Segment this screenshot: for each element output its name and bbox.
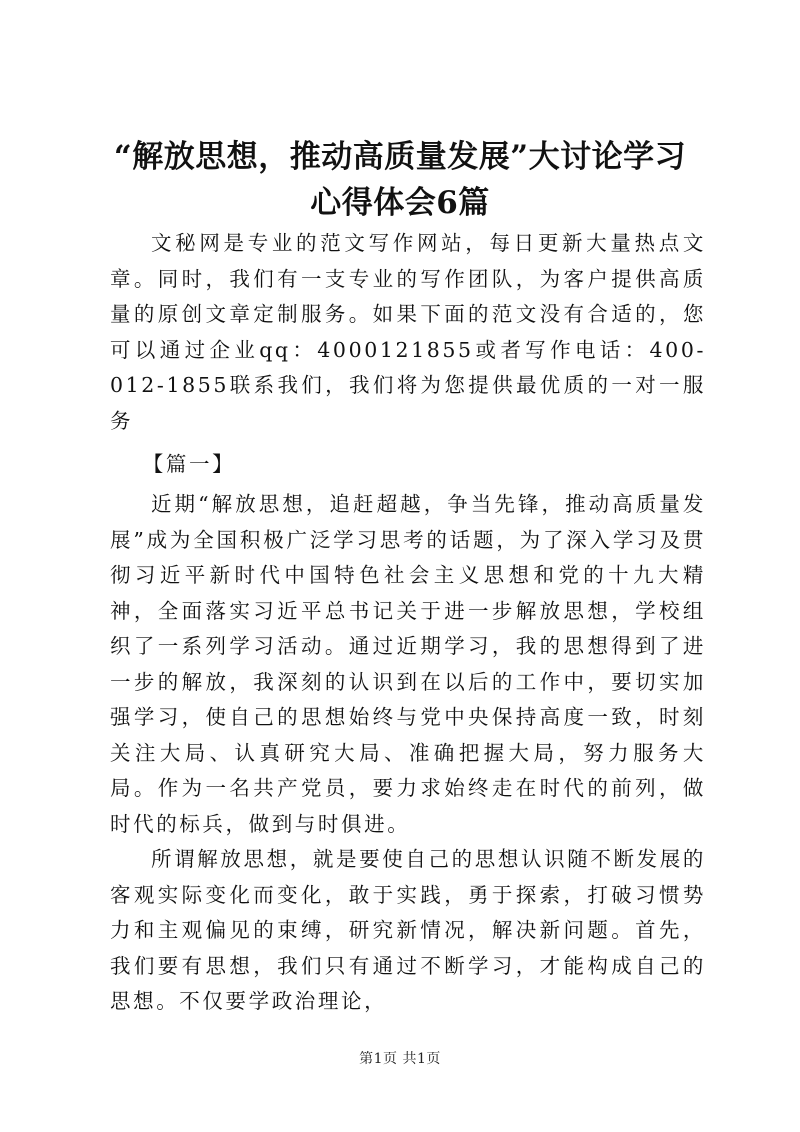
document-title: “解放思想，推动高质量发展”大讨论学习心得体会6篇 — [113, 139, 687, 221]
body-paragraph-2: 所谓解放思想，就是要使自己的思想认识随不断发展的客观实际变化而变化，敢于实践，勇于探索，打破习惯势力和主观偏见的束缚，研究新情况，解决新问题。首先，我们要有思想，我们只有通过不断学习，才能构成自己的思想。不仅要学政治理论， — [110, 847, 706, 1013]
page-footer: 第1页 共1页 — [359, 1051, 441, 1067]
body-paragraph-1: 近期“解放思想，追赶超越，争当先锋，推动高质量发展”成为全国积极广泛学习思考的话题，为了深入学习及贯彻习近平新时代中国特色社会主义思想和党的十九大精神，全面落实习近平总书记关于进一步解放思想，学校组织了一系列学习活动。通过近期学习，我的思想得到了进一步的解放，我深刻的认识到在以后的工作中，要切实加强学习，使自己的思想始终与党中央保持高度一致，时刻关注大局、认真研究大局、准确把握大局，努力服务大局。作为一名共产党员，要力求始终走在时代的前列，做时代的标兵，做到与时俱进。 — [110, 492, 706, 836]
section-heading: 【篇一】 — [142, 452, 236, 476]
intro-paragraph: 文秘网是专业的范文写作网站，每日更新大量热点文章。同时，我们有一支专业的写作团队，为客户提供高质量的原创文章定制服务。如果下面的范文没有合适的，您可以通过企业qq：4000121855或者写作电话：400-012-1855联系我们，我们将为您提供最优质的一对一服务 — [110, 231, 706, 433]
document-body — [110, 226, 706, 1020]
